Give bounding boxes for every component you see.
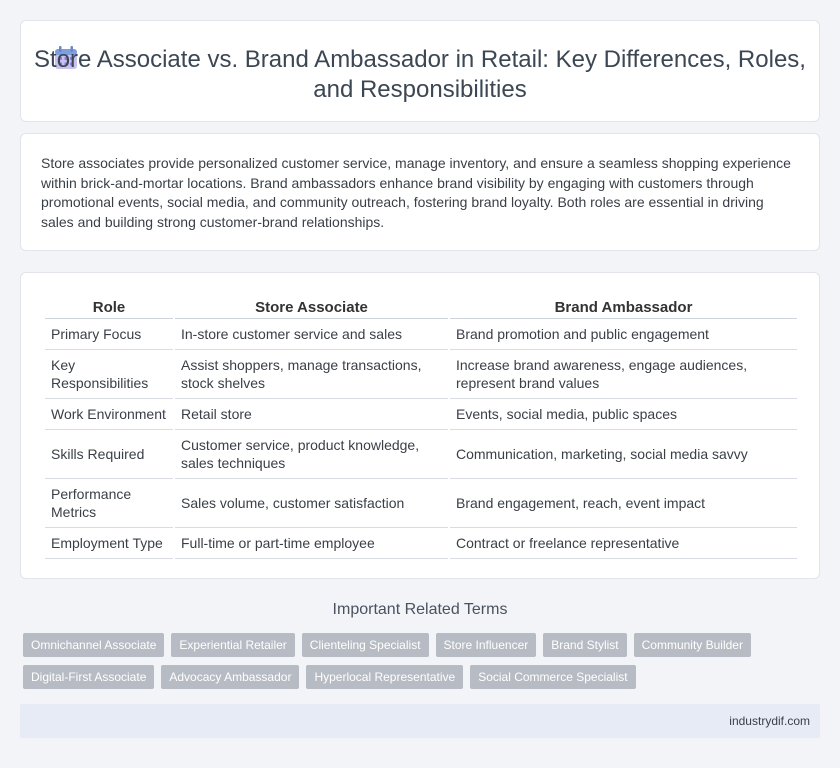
table-row: [45, 399, 797, 430]
tag-hyperlocal-representative[interactable]: Hyperlocal Representative: [306, 665, 463, 689]
table-row: [45, 319, 797, 350]
brand-ambassador-cell: Brand engagement, reach, event impact: [450, 479, 797, 528]
intro-card: [20, 133, 820, 251]
brand-ambassador-cell: Events, social media, public spaces: [450, 399, 797, 430]
header-role: Role: [45, 296, 173, 319]
row-label: Work Environment: [45, 399, 173, 430]
table-row: [45, 528, 797, 559]
comparison-table: [43, 296, 799, 559]
store-associate-cell: Sales volume, customer satisfaction: [175, 479, 448, 528]
store-associate-cell: Customer service, product knowledge, sales techniques: [175, 430, 448, 479]
title-card: [20, 20, 820, 122]
footer-site-link[interactable]: industrydif.com: [729, 714, 810, 728]
row-label: Key Responsibilities: [45, 350, 173, 399]
footer: [20, 704, 820, 738]
row-label: Employment Type: [45, 528, 173, 559]
brand-ambassador-cell: Increase brand awareness, engage audiences, represent brand values: [450, 350, 797, 399]
page-title: Store Associate vs. Brand Ambassador in Retail: Key Differences, Roles, and Responsibilities: [34, 46, 806, 103]
intro-paragraph: Store associates provide personalized customer service, manage inventory, and ensure a seamless shopping experience within brick-and-mortar locations. Brand ambassadors enhance brand visibility by engaging with customers through promotional events, social media, and community outreach, fostering brand loyalty. Both roles are essential in driving sales and building strong customer-brand relationships.: [41, 155, 791, 230]
store-associate-cell: In-store customer service and sales: [175, 319, 448, 350]
tag-clienteling-specialist[interactable]: Clienteling Specialist: [302, 633, 429, 657]
store-associate-cell: Assist shoppers, manage transactions, stock shelves: [175, 350, 448, 399]
store-associate-cell: Retail store: [175, 399, 448, 430]
header-brand-ambassador: Brand Ambassador: [450, 296, 797, 319]
tag-brand-stylist[interactable]: Brand Stylist: [543, 633, 626, 657]
table-row: [45, 479, 797, 528]
table-header-row: [45, 296, 797, 319]
tag-advocacy-ambassador[interactable]: Advocacy Ambassador: [161, 665, 299, 689]
store-associate-cell: Full-time or part-time employee: [175, 528, 448, 559]
row-label: Skills Required: [45, 430, 173, 479]
brand-ambassador-cell: Contract or freelance representative: [450, 528, 797, 559]
brand-ambassador-cell: Communication, marketing, social media savvy: [450, 430, 797, 479]
row-label: Performance Metrics: [45, 479, 173, 528]
tag-social-commerce-specialist[interactable]: Social Commerce Specialist: [470, 665, 635, 689]
tag-digital-first-associate[interactable]: Digital-First Associate: [23, 665, 154, 689]
brand-ambassador-cell: Brand promotion and public engagement: [450, 319, 797, 350]
tag-experiential-retailer[interactable]: Experiential Retailer: [171, 633, 294, 657]
row-label: Primary Focus: [45, 319, 173, 350]
table-row: [45, 430, 797, 479]
tag-omnichannel-associate[interactable]: Omnichannel Associate: [23, 633, 164, 657]
header-store-associate: Store Associate: [175, 296, 448, 319]
related-terms-heading: Important Related Terms: [332, 601, 508, 618]
table-row: [45, 350, 797, 399]
tag-community-builder[interactable]: Community Builder: [634, 633, 751, 657]
tag-store-influencer[interactable]: Store Influencer: [436, 633, 537, 657]
comparison-card: [20, 272, 820, 579]
related-terms-tags: [23, 633, 803, 689]
